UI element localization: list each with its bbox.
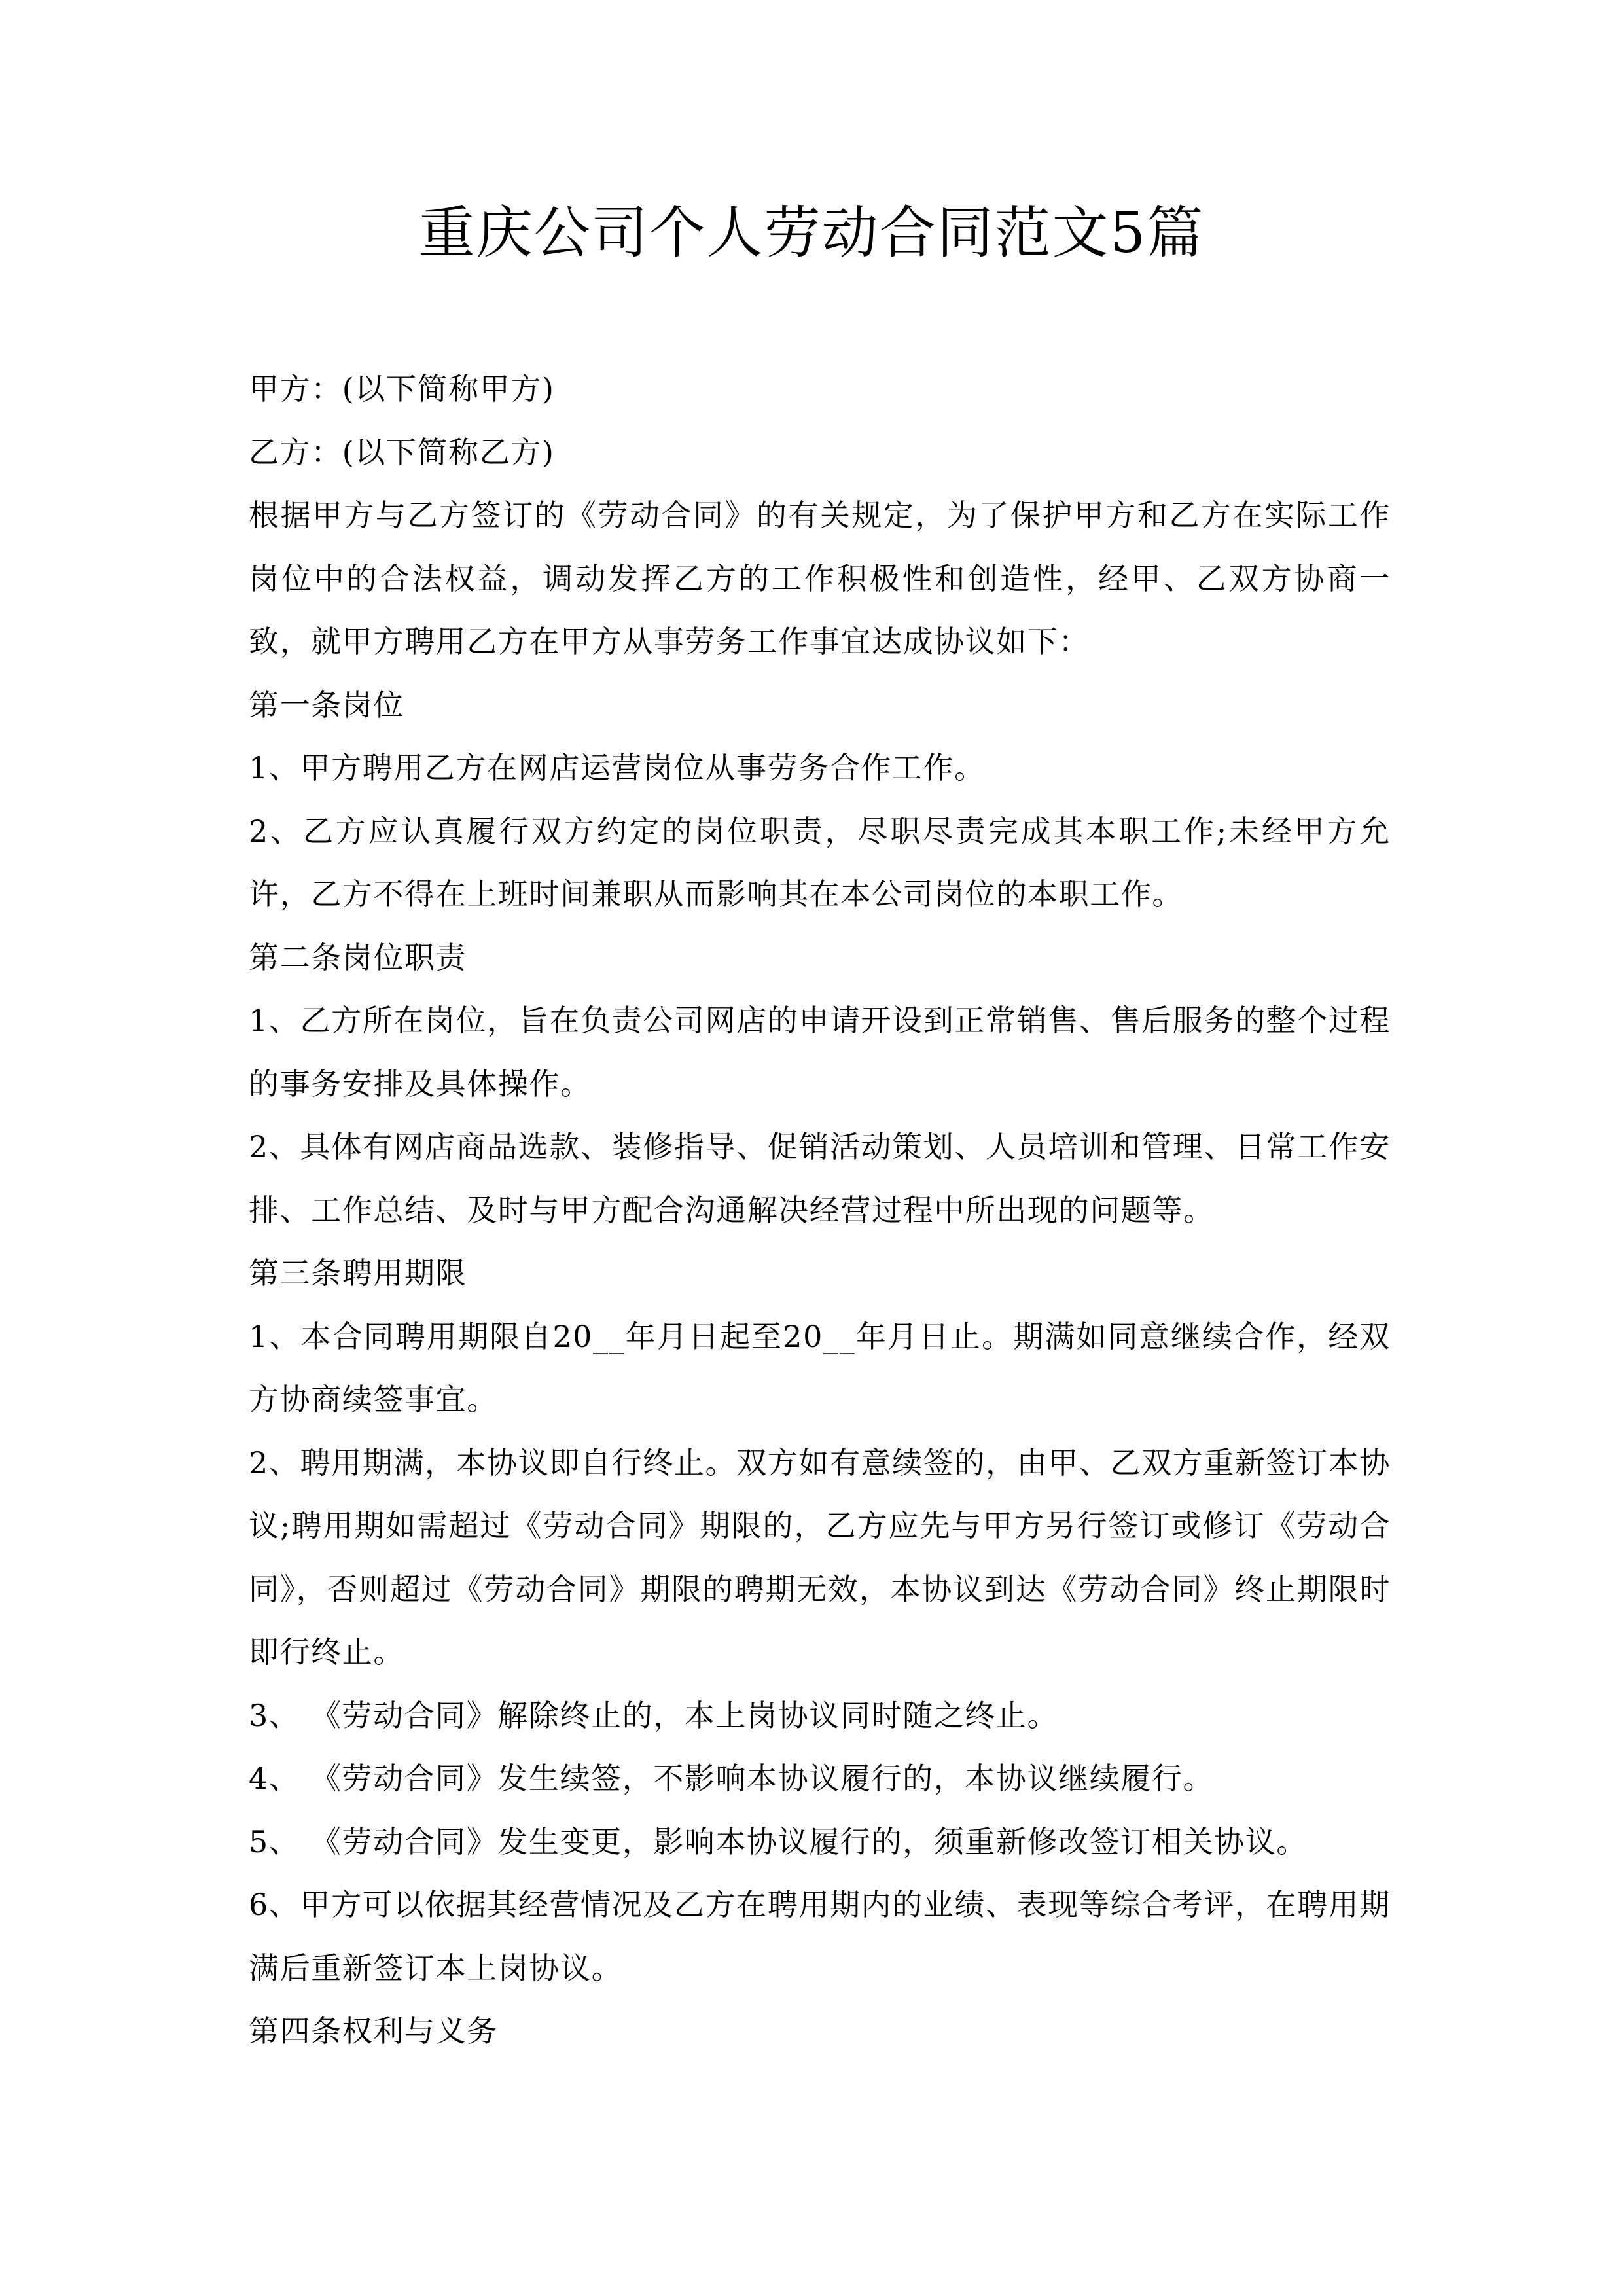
article-2-clause-1: 1、乙方所在岗位，旨在负责公司网店的申请开设到正常销售、售后服务的整个过程的事务安排及具体操作。: [249, 1003, 1391, 1102]
article-1-heading: 第一条岗位: [249, 687, 404, 723]
article-3-clause-1: 1、本合同聘用期限自20__年月日起至20__年月日止。期满如同意继续合作，经双方协商续签事宜。: [249, 1318, 1391, 1417]
article-3-heading: 第三条聘用期限: [249, 1255, 467, 1291]
article-3-clause-6: 6、甲方可以依据其经营情况及乙方在聘用期内的业绩、表现等综合考评，在聘用期满后重新签订本上岗协议。: [249, 1887, 1391, 1986]
article-2-clause-2: 2、具体有网店商品选款、装修指导、促销活动策划、人员培训和管理、日常工作安排、工作总结、及时与甲方配合沟通解决经营过程中所出现的问题等。: [249, 1129, 1391, 1228]
article-4-heading: 第四条权利与义务: [249, 2013, 498, 2049]
preamble-paragraph: 根据甲方与乙方签订的《劳动合同》的有关规定，为了保护甲方和乙方在实际工作岗位中的合法权益，调动发挥乙方的工作积极性和创造性，经甲、乙双方协商一致，就甲方聘用乙方在甲方从事劳务工作事宜达成协议如下：: [249, 497, 1391, 659]
document-title: 重庆公司个人劳动合同范文5篇: [418, 200, 1205, 266]
document-body: [249, 357, 1391, 2063]
article-2-heading: 第二条岗位职责: [249, 939, 467, 975]
article-3-clause-5: 5、 《劳动合同》发生变更，影响本协议履行的，须重新修改签订相关协议。: [249, 1823, 1308, 1859]
article-3-clause-2: 2、聘用期满，本协议即自行终止。双方如有意续签的，由甲、乙双方重新签订本协议;聘用期如需超过《劳动合同》期限的，乙方应先与甲方另行签订或修订《劳动合同》，否则超过《劳动合同》期限的聘期无效，本协议到达《劳动合同》终止期限时即行终止。: [249, 1444, 1391, 1670]
article-3-clause-3: 3、 《劳动合同》解除终止的，本上岗协议同时随之终止。: [249, 1697, 1059, 1733]
article-3-clause-4: 4、 《劳动合同》发生续签，不影响本协议履行的，本协议继续履行。: [249, 1761, 1215, 1796]
party-a-line: 甲方：(以下简称甲方): [249, 371, 555, 406]
party-b-line: 乙方：(以下简称乙方): [249, 434, 555, 470]
article-1-clause-2: 2、乙方应认真履行双方约定的岗位职责，尽职尽责完成其本职工作;未经甲方允许，乙方不得在上班时间兼职从而影响其在本公司岗位的本职工作。: [249, 813, 1391, 912]
article-1-clause-1: 1、甲方聘用乙方在网店运营岗位从事劳务合作工作。: [249, 750, 986, 785]
